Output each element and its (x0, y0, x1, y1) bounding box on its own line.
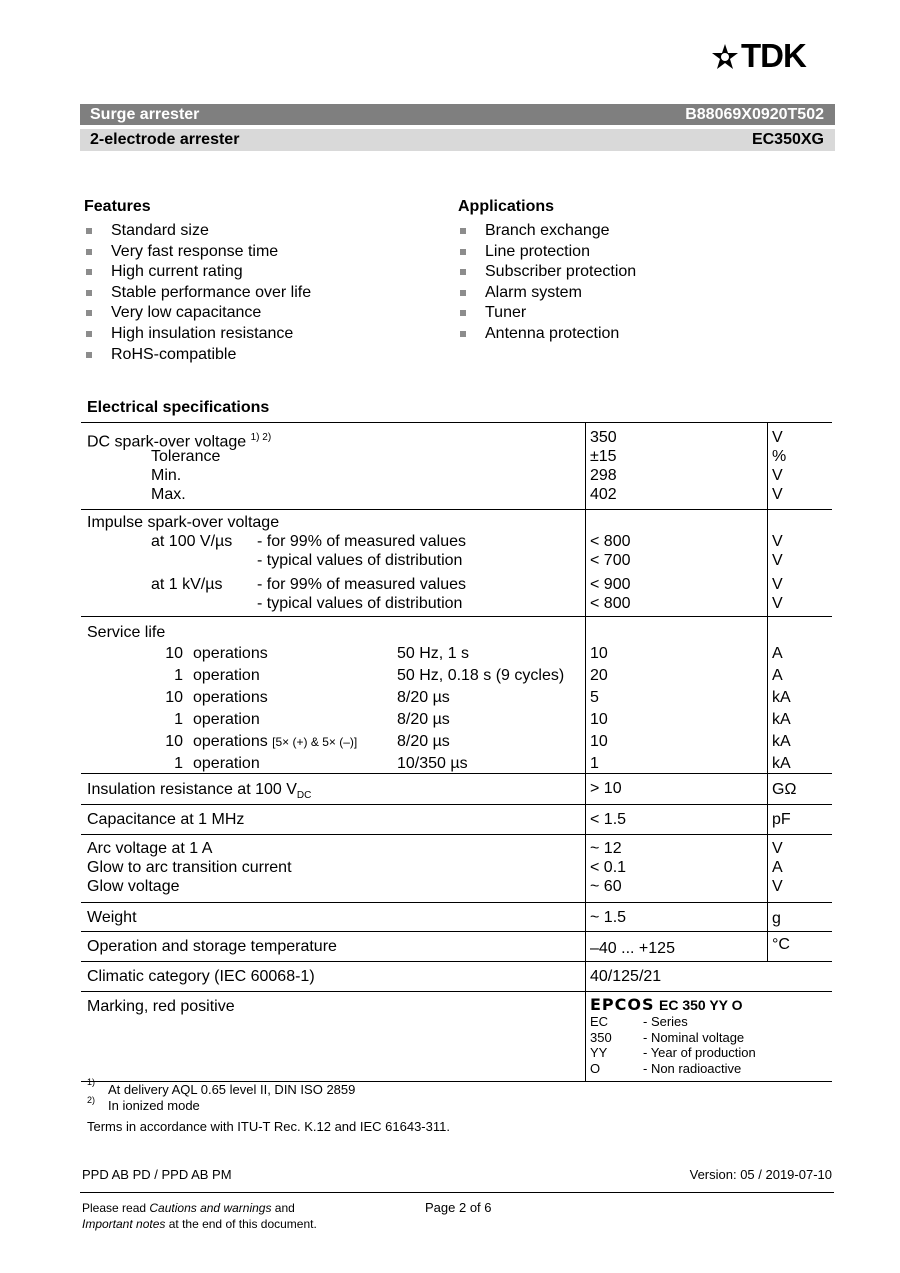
marking-legend-key: 350 (590, 1029, 612, 1045)
dc-min-unit: V (772, 467, 783, 484)
climatic-label: Climatic category (IEC 60068-1) (87, 968, 315, 985)
bullet-square-icon (86, 249, 92, 255)
capacitance-unit: pF (772, 811, 791, 828)
service-condition: 8/20 µs (397, 711, 450, 728)
dc-sparkover-label: DC spark-over voltage $^{1) 2)}$ (87, 432, 272, 451)
service-unit: kA (772, 733, 791, 750)
marking-code-text: EC 350 YY O (658, 997, 743, 1013)
bullet-square-icon (86, 331, 92, 337)
bullet-square-icon (86, 310, 92, 316)
service-op: operation (193, 667, 260, 684)
impulse-value: < 900 (590, 576, 631, 593)
impulse-desc: - typical values of distribution (257, 595, 463, 612)
bullet-square-icon (460, 228, 466, 234)
service-count: 10 (165, 645, 183, 662)
features-item (84, 283, 311, 304)
impulse-rate-1k: at 1 kV/µs (151, 576, 223, 593)
service-count: 1 (174, 711, 183, 728)
insulation-value: > 10 (590, 780, 622, 797)
impulse-desc: - typical values of distribution (257, 552, 463, 569)
marking-legend-value: - Non radioactive (643, 1060, 742, 1076)
dc-max-unit: V (772, 486, 783, 503)
impulse-unit: V (772, 576, 783, 593)
arc-voltage-value: ~ 12 (590, 840, 622, 857)
features-item-label: Standard size (111, 222, 209, 239)
service-count: 1 (174, 667, 183, 684)
glow-voltage-value: ~ 60 (590, 878, 622, 895)
footnote-mark: 1) (87, 1077, 96, 1087)
weight-unit: g (772, 910, 781, 927)
page-number: Page 2 of 6 (425, 1200, 492, 1215)
applications-item (458, 303, 636, 324)
service-condition: 50 Hz, 1 s (397, 645, 470, 662)
service-op-polarity: [5× (+) & 5× (–)] (272, 735, 358, 749)
spec-row-dc-sparkover (81, 423, 832, 510)
features-item-label: Very fast response time (111, 242, 279, 260)
temperature-unit: °C (772, 936, 790, 953)
type-title: 2-electrode arrester (90, 131, 240, 148)
model-name: EC350XG (751, 131, 824, 148)
applications-item (458, 242, 636, 263)
marking-legend-key: YY (590, 1045, 608, 1060)
bullet-square-icon (86, 269, 92, 275)
footer-divider (80, 1192, 834, 1193)
dc-nominal-unit: V (772, 429, 783, 446)
service-count: 10 (165, 689, 183, 706)
dc-tolerance-label: Tolerance (151, 448, 221, 465)
spec-row-insulation (81, 774, 832, 805)
tdk-logo (711, 37, 836, 74)
dc-tolerance-unit: % (772, 448, 787, 465)
service-value: 20 (590, 667, 608, 684)
dc-max-label: Max. (151, 486, 186, 503)
service-op: operations (193, 645, 268, 662)
applications-item-label: Line protection (485, 242, 590, 260)
service-condition: 10/350 µs (397, 755, 468, 772)
footer-department: PPD AB PD / PPD AB PM (82, 1167, 232, 1182)
marking-code (590, 995, 743, 1015)
part-number: B88069X0920T502 (685, 106, 824, 123)
features-item (84, 242, 311, 263)
capacitance-label: Capacitance at 1 MHz (87, 811, 245, 828)
service-op: operations [5× (+) & 5× (–)] (193, 733, 358, 750)
weight-label: Weight (87, 909, 137, 926)
service-value: 1 (590, 755, 599, 772)
applications-item (458, 221, 636, 242)
service-count: 1 (174, 755, 183, 772)
bullet-square-icon (86, 228, 92, 234)
impulse-unit: V (772, 595, 783, 612)
applications-item-label: Tuner (485, 304, 527, 322)
footer-version: Version: 05 / 2019-07-10 (689, 1167, 832, 1182)
applications-item (458, 283, 636, 304)
terms-note: Terms in accordance with ITU-T Rec. K.12 and IEC 61643-311. (87, 1119, 450, 1134)
tdk-logo-icon (711, 43, 739, 71)
header-bar-type (80, 129, 835, 151)
dc-min-value: 298 (590, 467, 617, 484)
service-value: 10 (590, 645, 608, 662)
applications-list (458, 221, 636, 345)
climatic-value: 40/125/21 (590, 968, 662, 985)
impulse-value: < 700 (590, 552, 631, 569)
electrical-specs-heading: Electrical specifications (87, 399, 270, 416)
applications-item (458, 324, 636, 345)
service-unit: kA (772, 689, 791, 706)
features-item-label: RoHS-compatible (111, 345, 237, 363)
dc-max-value: 402 (590, 486, 617, 503)
spec-row-climatic (81, 962, 832, 992)
service-value: 5 (590, 689, 599, 706)
weight-value: ~ 1.5 (590, 909, 627, 926)
footer-note: Please read Cautions and warnings and Important notes at the end of this document. (82, 1201, 317, 1231)
temperature-label: Operation and storage temperature (87, 938, 337, 955)
applications-item (458, 262, 636, 283)
features-item (84, 324, 311, 345)
bullet-square-icon (460, 310, 466, 316)
impulse-value: < 800 (590, 533, 631, 550)
logo-text: TDK (741, 37, 806, 74)
epcos-brand: EPCOS (590, 995, 655, 1014)
impulse-desc: - for 99% of measured values (257, 576, 466, 593)
features-item-label: High insulation resistance (111, 324, 294, 342)
bullet-square-icon (460, 269, 466, 275)
impulse-unit: V (772, 533, 783, 550)
bullet-square-icon (460, 249, 466, 255)
glow-arc-value: < 0.1 (590, 859, 627, 876)
dc-nominal-value: 350 (590, 429, 617, 446)
applications-heading: Applications (458, 198, 555, 215)
impulse-value: < 800 (590, 595, 631, 612)
impulse-unit: V (772, 552, 783, 569)
service-value: 10 (590, 711, 608, 728)
service-unit: kA (772, 711, 791, 728)
spec-table (81, 422, 832, 1082)
glow-voltage-unit: V (772, 878, 783, 895)
spec-row-impulse-sparkover (81, 510, 832, 617)
applications-item-label: Alarm system (485, 283, 582, 301)
temperature-value: –40 ... +125 (590, 940, 675, 957)
service-count: 10 (165, 733, 183, 750)
marking-legend-key: O (590, 1060, 601, 1076)
insulation-unit: GΩ (772, 781, 797, 798)
features-item-label: High current rating (111, 263, 243, 281)
impulse-rate-100: at 100 V/µs (151, 533, 233, 550)
service-condition: 8/20 µs (397, 689, 450, 706)
marking-legend-key: EC (590, 1014, 609, 1029)
glow-arc-unit: A (772, 859, 783, 876)
spec-row-marking (81, 992, 832, 1082)
applications-item-label: Subscriber protection (485, 263, 637, 281)
features-heading: Features (84, 198, 151, 215)
bullet-square-icon (460, 290, 466, 296)
impulse-label: Impulse spark-over voltage (87, 514, 280, 531)
spec-row-arc-glow (81, 835, 832, 903)
features-list (84, 221, 311, 365)
features-item (84, 262, 311, 283)
features-item (84, 303, 311, 324)
spec-row-temperature (81, 932, 832, 962)
arc-voltage-unit: V (772, 840, 783, 857)
features-item-label: Very low capacitance (111, 304, 262, 322)
service-unit: A (772, 667, 783, 684)
category-title: Surge arrester (90, 106, 200, 123)
spec-row-capacitance (81, 805, 832, 835)
glow-arc-label: Glow to arc transition current (87, 859, 292, 876)
service-life-label: Service life (87, 624, 166, 641)
features-item (84, 345, 311, 366)
service-op: operation (193, 755, 260, 772)
capacitance-value: < 1.5 (590, 811, 627, 828)
footnote-text: In ionized mode (108, 1098, 200, 1113)
bullet-square-icon (460, 331, 466, 337)
service-op: operations (193, 689, 268, 706)
service-value: 10 (590, 733, 608, 750)
marking-label: Marking, red positive (87, 998, 235, 1015)
dc-tolerance-value: ±15 (590, 448, 617, 465)
dc-min-label: Min. (151, 467, 182, 484)
header-bar-category (80, 104, 835, 125)
bullet-square-icon (86, 352, 92, 358)
features-item-label: Stable performance over life (111, 283, 312, 301)
applications-item-label: Branch exchange (485, 222, 610, 239)
applications-item-label: Antenna protection (485, 324, 620, 342)
bullet-square-icon (86, 290, 92, 296)
spec-row-service-life (81, 617, 832, 774)
spec-row-weight (81, 903, 832, 932)
features-item (84, 221, 311, 242)
marking-legend-value: - Nominal voltage (643, 1029, 745, 1045)
insulation-label: Insulation resistance at 100 $V_{DC}$ (87, 781, 312, 802)
glow-voltage-label: Glow voltage (87, 878, 180, 895)
service-unit: kA (772, 755, 791, 772)
impulse-desc: - for 99% of measured values (257, 533, 466, 550)
footnote-text: At delivery AQL 0.65 level II, DIN ISO 2859 (108, 1082, 356, 1097)
service-unit: A (772, 645, 783, 662)
service-condition: 50 Hz, 0.18 s (9 cycles) (397, 667, 565, 684)
arc-voltage-label: Arc voltage at 1 A (87, 840, 213, 857)
marking-legend-value: - Year of production (643, 1045, 756, 1060)
marking-legend-value: - Series (643, 1014, 688, 1029)
footnote-mark: 2) (87, 1095, 96, 1105)
service-condition: 8/20 µs (397, 733, 450, 750)
service-op: operation (193, 711, 260, 728)
